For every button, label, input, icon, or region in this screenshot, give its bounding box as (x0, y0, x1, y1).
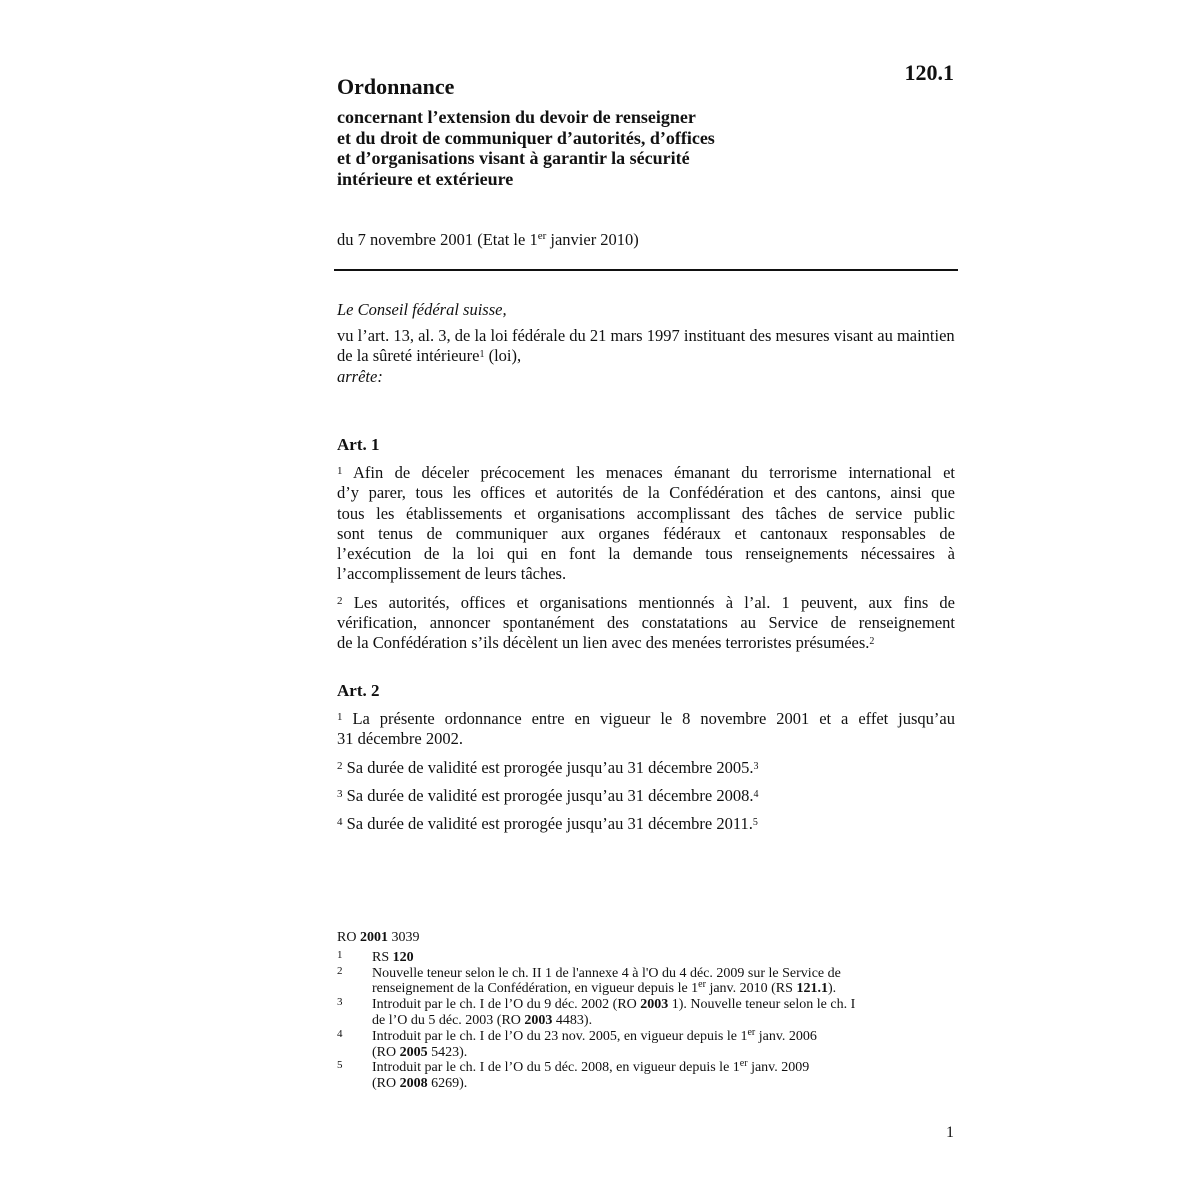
subtitle-line: intérieure et extérieure (337, 168, 514, 189)
footnote-line (372, 1045, 957, 1061)
article-1-paragraph-2 (337, 593, 955, 654)
paragraph-number: 1 (337, 711, 343, 723)
footnote-number: 3 (337, 996, 343, 1009)
footnote-text: ). (827, 981, 837, 997)
footnote-bold: 2003 (524, 1012, 553, 1028)
date-superscript: er (537, 230, 547, 242)
paragraph-line-text: Afin de déceler précocement les menaces émanant du terrorisme international et (352, 463, 955, 482)
footnote-bold: 2003 (640, 997, 669, 1013)
paragraph-line-text: Les autorités, offices et organisations mentionnés à l’al. 1 peuvent, aux fins de (353, 592, 956, 612)
paragraph-line: vérification, annoncer spontanément des constatations au Service de renseignement (337, 613, 955, 633)
paragraph-line (337, 463, 955, 483)
article-1-paragraph-1 (337, 463, 955, 585)
preamble (337, 300, 955, 387)
footnote-text: (RO (372, 1076, 400, 1092)
article-2-heading: Art. 2 (337, 681, 380, 700)
paragraph-line (337, 633, 955, 653)
footnote-text: 6269). (427, 1076, 468, 1092)
article-1-heading: Art. 1 (337, 435, 380, 454)
article-2-paragraph-1 (337, 709, 955, 750)
date-text-after: janvier 2010) (546, 230, 639, 249)
paragraph-line (337, 709, 955, 729)
footnote-text: RS (372, 949, 393, 965)
footnote-text: Introduit par le ch. I de l’O du 5 déc. 2008, en vigueur depuis le 1 (372, 1060, 740, 1076)
paragraph-text: Sa durée de validité est prorogée jusqu’au 31 décembre 2005. (346, 757, 754, 777)
footnote-text: janv. 2006 (755, 1028, 817, 1044)
footnote-text: renseignement de la Confédération, en vigueur depuis le 1 (372, 981, 699, 997)
footnote-number: 5 (337, 1059, 343, 1072)
paragraph-line: l’exécution de la loi qui en font la demande tous renseignements nécessaires à (337, 544, 955, 564)
footnote-bold: 120 (392, 949, 414, 965)
preamble-legal-basis (337, 326, 955, 367)
preamble-decree: arrête: (337, 366, 383, 386)
date-text-before: du 7 novembre 2001 (Etat le 1 (337, 230, 538, 249)
footnote-text: 4483). (552, 1012, 593, 1028)
page-number: 1 (946, 1124, 954, 1141)
paragraph-line-text: La présente ordonnance entre en vigueur le 8 novembre 2001 et a effet jusqu’au (352, 709, 955, 728)
footnote-text: Introduit par le ch. I de l’O du 9 déc. 2002 (RO (372, 997, 641, 1013)
paragraph-text: Sa durée de validité est prorogée jusqu’au 31 décembre 2011. (346, 814, 753, 834)
footnote-superscript: er (739, 1058, 748, 1070)
ro-year: 2001 (359, 930, 388, 945)
footnote-bold: 2008 (399, 1076, 428, 1092)
paragraph-line: l’accomplissement de leurs tâches. (337, 564, 567, 584)
footnote-5 (337, 1060, 957, 1092)
footnote-text: Introduit par le ch. I de l’O du 23 nov. 2005, en vigueur depuis le 1 (372, 1028, 748, 1044)
article-2-paragraph-4 (337, 814, 955, 834)
paragraph-line: sont tenus de communiquer aux organes fédéraux et cantonaux responsables de (337, 523, 955, 543)
subtitle-line: concernant l’extension du devoir de renseigner (337, 107, 696, 127)
article-1-body (337, 463, 955, 662)
footnote-ref[interactable]: 4 (753, 788, 759, 800)
subtitle-line: et du droit de communiquer d’autorités, d’offices (337, 127, 715, 148)
footnote-number: 2 (337, 964, 343, 977)
paragraph-line: tous les établissements et organisations accomplissant des tâches de service public (337, 503, 955, 523)
document-subtitle (337, 107, 897, 189)
legal-basis-text-end: (loi), (484, 346, 522, 365)
footnote-superscript: er (747, 1026, 756, 1038)
document-number: 120.1 (904, 60, 954, 85)
footnote-line (372, 1076, 957, 1092)
footnote-bold: 2005 (399, 1044, 428, 1060)
paragraph-line (337, 593, 955, 613)
legal-basis-text: vu l’art. 13, al. 3, de la loi fédérale du 21 mars 1997 instituant des mesures visant au maintien de la sûreté intérieure (337, 325, 955, 365)
footnote-1 (337, 950, 957, 966)
footnote-line (372, 1013, 957, 1029)
footnote-2 (337, 966, 957, 998)
paragraph-text: Sa durée de validité est prorogée jusqu’au 31 décembre 2008. (346, 785, 754, 805)
footnote-number: 1 (337, 948, 343, 961)
footnote-ref[interactable]: 5 (752, 817, 758, 829)
paragraph-line: d’y parer, tous les offices et autorités de la Confédération et des cantons, ainsi que (337, 483, 955, 503)
footnote-line (372, 981, 957, 997)
footnote-text: janv. 2009 (747, 1060, 810, 1076)
preamble-council: Le Conseil fédéral suisse, (337, 300, 507, 319)
footnote-line (372, 950, 957, 966)
footnote-line (372, 1060, 957, 1076)
paragraph-number: 4 (337, 816, 343, 829)
footnotes (337, 930, 957, 1092)
paragraph-line-text: de la Confédération s’ils décèlent un lien avec des menées terroristes présumées. (337, 633, 870, 653)
horizontal-rule (334, 269, 958, 271)
footnote-text: de l’O du 5 déc. 2003 (RO (372, 1012, 525, 1028)
footnote-line: Nouvelle teneur selon le ch. II 1 de l'annexe 4 à l'O du 4 déc. 2009 sur le Service de (372, 965, 841, 981)
footnote-bold: 121.1 (796, 981, 828, 997)
article-2-body (337, 709, 955, 842)
paragraph-number: 3 (337, 787, 343, 800)
paragraph-number: 1 (337, 465, 343, 477)
footnote-line (372, 997, 957, 1013)
footnote-number: 4 (337, 1027, 343, 1040)
article-2-paragraph-3 (337, 786, 955, 806)
paragraph-number: 2 (337, 759, 343, 772)
footnote-4 (337, 1026, 957, 1061)
footnote-text: 5423). (427, 1044, 468, 1060)
footnote-ref[interactable]: 2 (869, 636, 875, 648)
document-title: Ordonnance (337, 74, 455, 99)
footnote-3 (337, 997, 957, 1029)
document-date (337, 230, 639, 250)
footnote-ref[interactable]: 3 (753, 760, 759, 772)
official-collection-reference (337, 930, 957, 946)
ro-prefix: RO (337, 930, 360, 945)
footnote-superscript: er (698, 979, 706, 991)
article-2-paragraph-2 (337, 758, 955, 778)
footnote-text: 1). Nouvelle teneur selon le ch. I (668, 997, 856, 1013)
footnote-line (372, 1026, 957, 1045)
footnote-text: (RO (372, 1044, 400, 1060)
footnote-ref[interactable]: 1 (479, 349, 485, 360)
ro-page: 3039 (387, 930, 420, 945)
paragraph-line: 31 décembre 2002. (337, 729, 463, 749)
footnote-text: janv. 2010 (RS (705, 981, 797, 997)
paragraph-number: 2 (337, 594, 343, 607)
subtitle-line: et d’organisations visant à garantir la sécurité (337, 148, 690, 168)
